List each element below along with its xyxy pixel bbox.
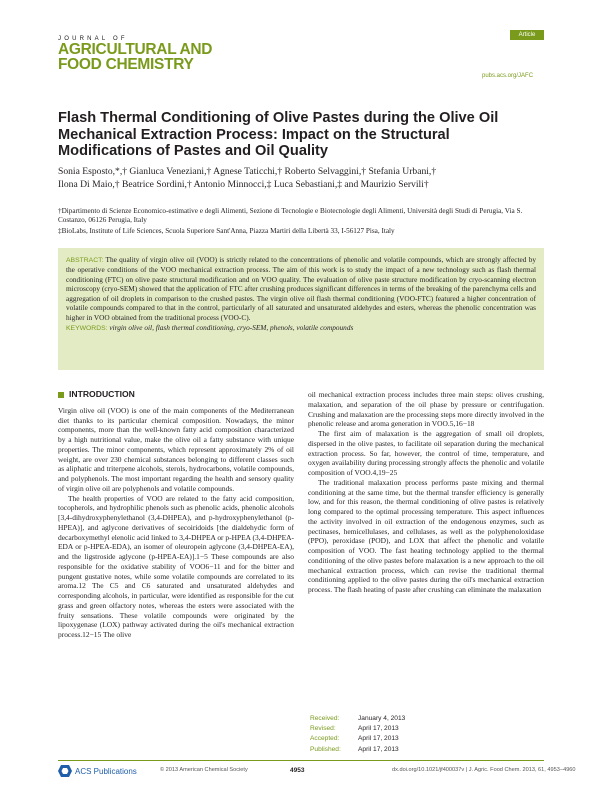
- introduction-heading: [58, 390, 294, 400]
- received-date-row: [310, 714, 405, 724]
- doi-citation[interactable]: dx.doi.org/10.1021/jf400037v | J. Agric. Food Chem. 2013, 61, 4953−4960: [392, 767, 576, 773]
- keywords-label: KEYWORDS:: [66, 325, 108, 333]
- journal-url-link[interactable]: pubs.acs.org/JAFC: [482, 73, 534, 79]
- published-value: April 17, 2013: [358, 745, 399, 753]
- revised-label: Revised:: [310, 725, 336, 733]
- journal-logo-line1: AGRICULTURAL AND: [58, 41, 213, 58]
- right-paragraph-2: The first aim of malaxation is the aggregation of small oil droplets, dispersed in the olive pastes, to facilitate oil separation during the mechanical extraction process. So far, however, the control of time, temperature, and oxygen availability during processing strongly affects the phenolic and volatile composition of VOO.4,19−25: [308, 429, 544, 477]
- journal-logo: [58, 36, 228, 72]
- revised-date-row: [310, 724, 405, 734]
- keywords-line: [66, 323, 536, 333]
- received-label: Received:: [310, 715, 340, 722]
- received-value: January 4, 2013: [358, 715, 406, 722]
- keywords-text: virgin olive oil, flash thermal conditioning, cryo-SEM, phenols, volatile compounds: [109, 323, 354, 333]
- intro-paragraph-1: Virgin olive oil (VOO) is one of the main components of the Mediterranean diet thanks to its particular chemical composition. Nowadays, the minor components, more than the well-known fatty acid composition characterized by a high nutritional value, make the olive oil a fatty substance with unique properties. The minor components, which represent approximately 2% of oil weight, are over 230 chemical substances belonging to different classes such as aliphatic and triterpene alcohols, sterols, hydrocarbons, volatile compounds, and polyphenols. The most important regarding the health and sensory quality of virgin olive oil are polyphenols and volatile compounds.: [58, 405, 294, 493]
- acs-hexagon-icon: [58, 765, 72, 777]
- section-square-icon: [58, 392, 64, 398]
- introduction-heading-text: INTRODUCTION: [69, 389, 135, 399]
- article-type-badge: Article: [510, 30, 544, 40]
- author-list: [58, 166, 538, 192]
- publication-dates: [310, 714, 405, 755]
- abstract-paragraph: [66, 255, 536, 322]
- page-number: 4953: [290, 767, 305, 774]
- abstract-label: ABSTRACT:: [66, 257, 104, 264]
- right-paragraph-3: The traditional malaxation process performs paste mixing and thermal conditioning at the same time, but the thermal transfer efficiency is generally low, and for this reason, the thermal conditioning of olive pastes is relatively long compared to the optimal processing temperature. This aspect influences the activity involved in oil extraction of the endogenous enzymes, such as pectinases, hemicellulases, and cellulases, as well as the polyphenoloxidase (PPO), peroxidase (POD), and LOX that affect the phenolic and volatile composition of VOO. The fast heating technology applied to the thermal conditioning of the olive pastes before malaxation is a new approach to the oil mechanical extraction process, which can revise the traditional thermal conditioning applied to the olive pastes during the oil's mechanical extraction process. The flash heating of paste after crushing can eliminate the malaxation: [308, 477, 544, 594]
- footer-divider: [58, 760, 544, 761]
- published-label: Published:: [310, 745, 341, 753]
- accepted-date-row: [310, 734, 405, 744]
- affiliation-2: ‡BioLabs, Institute of Life Sciences, Scuola Superiore Sant'Anna, Piazza Martiri della Libertà 33, I-56127 Pisa, Italy: [58, 227, 395, 235]
- accepted-value: April 17, 2013: [358, 735, 399, 743]
- right-column: [308, 390, 544, 595]
- affiliation-1: †Dipartimento di Scienze Economico-estimative e degli Alimenti, Sezione di Tecnologie e Biotecnologie degli Alimenti, Università degli Studi di Perugia, Via S. Costanzo, 06126 Perugia, Italy: [58, 207, 523, 225]
- journal-logo-line2: FOOD CHEMISTRY: [58, 56, 194, 73]
- acs-publications-logo[interactable]: [58, 765, 137, 777]
- accepted-label: Accepted:: [310, 735, 340, 743]
- revised-value: April 17, 2013: [358, 725, 399, 733]
- copyright-notice: © 2013 American Chemical Society: [160, 767, 248, 773]
- right-paragraph-1: oil mechanical extraction process includes three main steps: olives crushing, malaxation, and separation of the oil phase by pressure or centrifugation. Crushing and malaxation are the processing steps more directly involved in the phenolic release and aroma generation in VOO.5,16−18: [308, 390, 544, 429]
- published-date-row: [310, 745, 405, 755]
- left-column: [58, 390, 294, 640]
- acs-publications-text: ACS Publications: [75, 766, 137, 776]
- author-line-1: Sonia Esposto,*,† Gianluca Veneziani,† Agnese Taticchi,† Roberto Selvaggini,† Stefania Urbani,†: [58, 166, 437, 177]
- abstract-text: The quality of virgin olive oil (VOO) is strictly related to the concentrations of phenolic and volatile compounds, which are strongly affected by the operative conditions of the VOO mechanical extraction process. The aim of this work is to study the impact of a new technology such as flash thermal conditioning (FTC) on olive paste structural modification and on VOO quality. The evaluation of olive paste structure modification by cryo-scanning electron microscopy (cryo-SEM) showed that the application of FTC after crushing produces significant differences in terms of the breaking of the parenchyma cells and aggregation of oil droplets in comparison to the crushed pastes. The virgin olive oil flash thermal conditioning (VOO-FTC) featured a higher concentration of volatile compounds compared to that in the control, particularly of all saturated and unsaturated aldehydes and esters, whereas the phenolic concentration was higher in VOO obtained from the traditional process (VOO-C).: [66, 255, 536, 322]
- intro-paragraph-2: The health properties of VOO are related to the fatty acid composition, tocopherols, and hydrophilic phenols such as phenolic acids, phenolic alcohols [3,4-dihydroxyphenylethanol (3,4-DHPEA), and p-hydroxyphenylethanol (p-HPEA)], and aglycone derivatives of secoiridoids [the dialdehydic form of decarboxymethyl elenolic acid linked to 3,4-DHPEA or p-HPEA (3,4-DHPEA-EDA or p-HPEA-EDA), an isomer of oleuropein aglycone (3,4-DHPEA-EA), and the ligstroside aglycone (p-HPEA-EA)].1−5 These compounds are also responsible for the oxidative stability of VOO6−11 and for the bitter and pungent gustative notes, while some volatile compounds are correlated to its aroma.12 The C5 and C6 saturated and unsaturated aldehydes and corresponding alcohols, in particular, were identified as responsible for the cut grass and green olfactory notes, whereas the esters were associated with the fruity sensations. These volatile compounds were originated by the lipoxygenase (LOX) pathway activated during the oil's mechanical extraction process.12−15 The olive: [58, 493, 294, 639]
- abstract-box: [58, 248, 544, 370]
- article-title: Flash Thermal Conditioning of Olive Pastes during the Olive Oil Mechanical Extraction Process: Impact on the Structural Modifications of Pastes and Oil Quality: [58, 110, 499, 159]
- journal-logo-prefix: JOURNAL OF: [58, 36, 128, 42]
- author-line-2: Ilona Di Maio,† Beatrice Sordini,† Antonio Minnocci,‡ Luca Sebastiani,‡ and Maurizio Servili†: [58, 178, 429, 190]
